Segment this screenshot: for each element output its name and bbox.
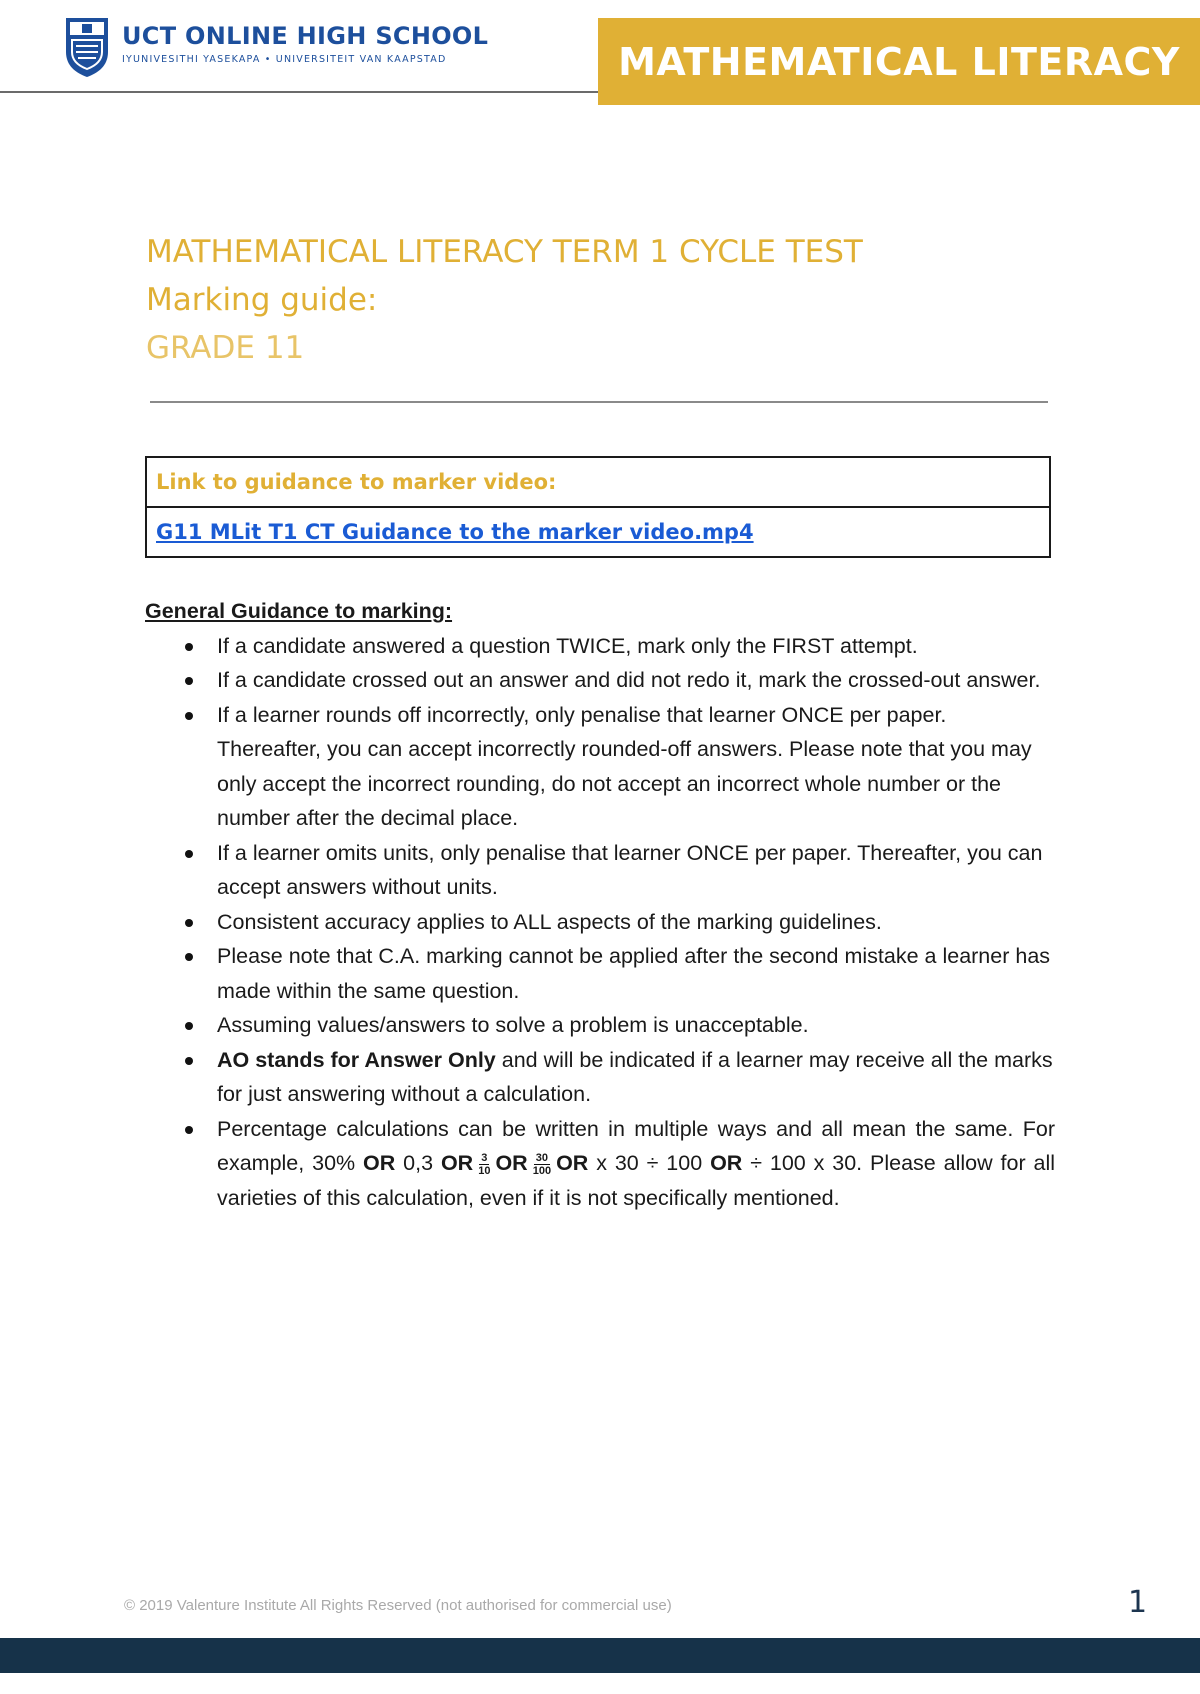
ao-description: and will be indicated if a learner may receive all the marks for just answering without a calculation. [217,1047,1053,1106]
title-line-2: Marking guide: [146,282,378,318]
document-title [146,228,863,372]
bullet-icon [185,919,193,927]
list-item-percentage: Percentage calculations can be written in multiple ways and all mean the same. For example, 30% OR 0,3 OR $\frac{3}{10}$ OR $\frac{30}{100}$ OR x 30 ÷ 100 OR ÷ 100 x 30. Please allow for all varieties of this calculation, even if it is not specifically mentioned. [145,1112,1055,1216]
school-logo [64,16,488,80]
bullet-icon [185,1126,193,1134]
school-name: UCT ONLINE HIGH SCHOOL [122,22,489,50]
fraction-30-100: $\frac{30}{100}$ [532,1151,552,1177]
list-item: Assuming values/answers to solve a problem is unacceptable. [145,1008,1055,1043]
list-item: Please note that C.A. marking cannot be applied after the second mistake a learner has made within the same question. [145,939,1055,1008]
bullet-icon [185,712,193,720]
guidance-heading: General Guidance to marking: [145,599,453,623]
guidance-list [145,629,1055,1216]
link-heading-cell [146,457,1050,507]
uct-crest-icon [64,16,110,78]
ao-label: AO stands for Answer Only [217,1047,496,1072]
general-guidance [145,594,1055,1215]
link-heading: Link to guidance to marker video: [156,470,557,494]
bullet-icon [185,850,193,858]
title-line-1: MATHEMATICAL LITERACY TERM 1 CYCLE TEST [146,234,863,270]
video-link-table [145,456,1051,558]
list-item-answer-only [145,1043,1055,1112]
subject-banner: MATHEMATICAL LITERACY [598,18,1200,105]
school-subtitle: IYUNIVESITHI YASEKAPA • UNIVERSITEIT VAN KAAPSTAD [122,54,447,65]
fraction-3-10: $\frac{3}{10}$ [478,1151,491,1177]
video-link[interactable]: G11 MLit T1 CT Guidance to the marker video.mp4 [156,520,754,544]
link-cell [146,507,1050,557]
bullet-icon [185,1022,193,1030]
bullet-icon [185,677,193,685]
bullet-icon [185,643,193,651]
page-number: 1 [1128,1585,1148,1620]
list-item: If a learner rounds off incorrectly, only penalise that learner ONCE per paper. Thereafter, you can accept incorrectly rounded-off answers. Please note that you may only accept the incorrect rounding, do not accept an incorrect whole number or the number after the decimal place. [145,698,1055,836]
list-item: If a candidate crossed out an answer and did not redo it, mark the crossed-out answer. [145,663,1055,698]
title-divider [150,401,1048,403]
header-divider [0,91,600,93]
footer-bar [0,1638,1200,1673]
list-item: If a candidate answered a question TWICE, mark only the FIRST attempt. [145,629,1055,664]
title-grade: GRADE 11 [146,330,305,366]
list-item: If a learner omits units, only penalise that learner ONCE per paper. Thereafter, you can accept answers without units. [145,836,1055,905]
footer-copyright: © 2019 Valenture Institute All Rights Reserved (not authorised for commercial use) [124,1597,672,1614]
bullet-icon [185,1057,193,1065]
list-item: Consistent accuracy applies to ALL aspects of the marking guidelines. [145,905,1055,940]
bullet-icon [185,953,193,961]
